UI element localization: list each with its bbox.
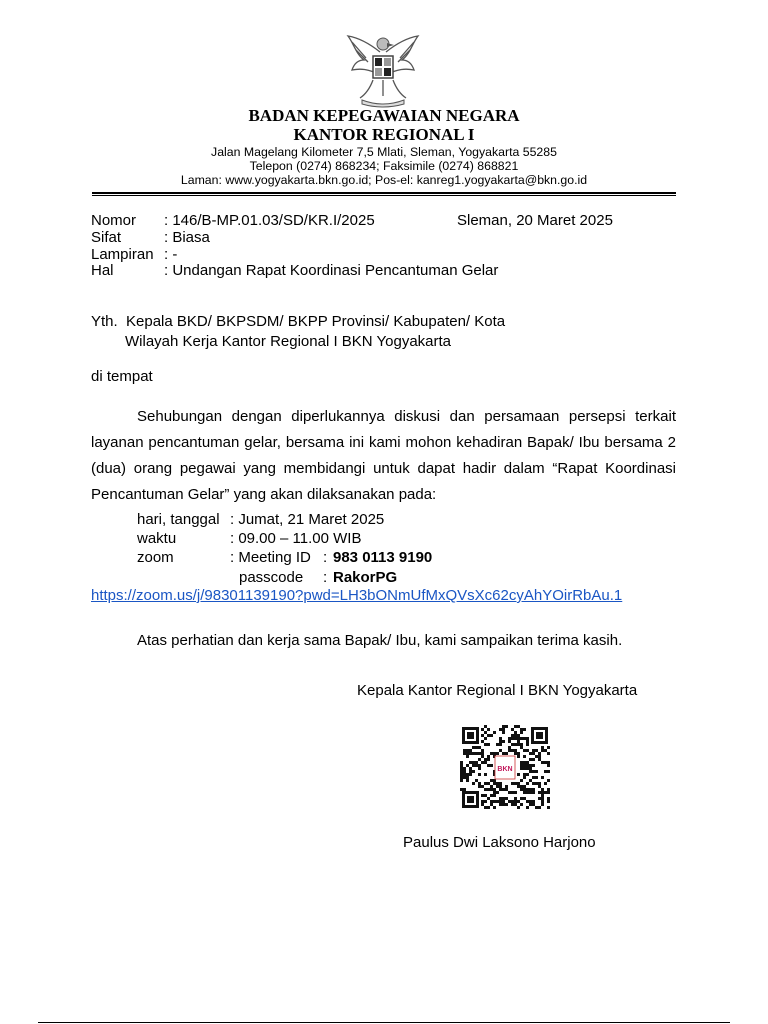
time-label: waktu (137, 530, 177, 547)
recipient-line-2: Wilayah Kerja Kantor Regional I BKN Yogyakarta (125, 333, 452, 350)
closing-sentence: Atas perhatian dan kerja sama Bapak/ Ibu, kami sampaikan terima kasih. (137, 632, 623, 649)
qr-logo-text: BKN (497, 766, 513, 773)
hal-value: : Undangan Rapat Koordinasi Pencantuman Gelar (164, 262, 499, 279)
office-phone: Telepon (0274) 868234; Faksimile (0274) 868821 (249, 159, 519, 173)
letterhead-divider (92, 192, 676, 194)
nomor-value: : 146/B-MP.01.03/SD/KR.I/2025 (164, 212, 375, 229)
passcode-label: passcode (239, 569, 304, 586)
garuda-emblem (340, 30, 426, 110)
sifat-value: : Biasa (164, 229, 210, 246)
sifat-label: Sifat (91, 229, 122, 246)
lampiran-label: Lampiran (91, 246, 154, 263)
lampiran-value: : - (164, 246, 178, 263)
qr-code-signature (460, 725, 550, 810)
hal-label: Hal (91, 262, 114, 279)
footer-line (38, 1022, 730, 1023)
passcode-colon: : (323, 569, 328, 586)
nomor-label: Nomor (91, 212, 137, 229)
letterhead-divider-thin (92, 195, 676, 196)
meeting-id-label: : Meeting ID (230, 549, 311, 566)
office-name: KANTOR REGIONAL I (293, 125, 475, 144)
office-web: Laman: www.yogyakarta.bkn.go.id; Pos-el: kanreg1.yogyakarta@bkn.go.id (180, 173, 588, 187)
meeting-id-colon: : (323, 549, 328, 566)
zoom-label: zoom (137, 549, 174, 566)
meeting-id-value: 983 0113 9190 (333, 549, 433, 566)
org-name: BADAN KEPEGAWAIAN NEGARA (248, 106, 520, 125)
recipient-line-1: Yth. Kepala BKD/ BKPSDM/ BKPP Provinsi/ Kabupaten/ Kota (91, 313, 506, 330)
day-value: : Jumat, 21 Maret 2025 (230, 511, 385, 528)
office-address: Jalan Magelang Kilometer 7,5 Mlati, Sleman, Yogyakarta 55285 (211, 145, 557, 159)
signatory-title: Kepala Kantor Regional I BKN Yogyakarta (357, 682, 638, 699)
recipient-location: di tempat (91, 368, 153, 385)
time-value: : 09.00 – 11.00 WIB (230, 530, 362, 547)
place-date: Sleman, 20 Maret 2025 (457, 212, 613, 229)
day-label: hari, tanggal (137, 511, 220, 528)
passcode-value: RakorPG (333, 569, 398, 586)
body-paragraph: Sehubungan dengan diperlukannya diskusi dan persamaan persepsi terkait layanan pencantuman gelar, bersama ini kami mohon kehadiran Bapak/ Ibu bersama 2 (dua) orang pegawai yang membidangi untuk dapat hadir dalam “Rapat Koordinasi Pencantuman Gelar” yang akan dilaksanakan pada: (91, 408, 676, 503)
zoom-link[interactable]: https://zoom.us/j/98301139190?pwd=LH3bONmUfMxQVsXc62cyAhYOirRbAu.1 (91, 587, 623, 604)
signatory-name: Paulus Dwi Laksono Harjono (403, 834, 596, 851)
